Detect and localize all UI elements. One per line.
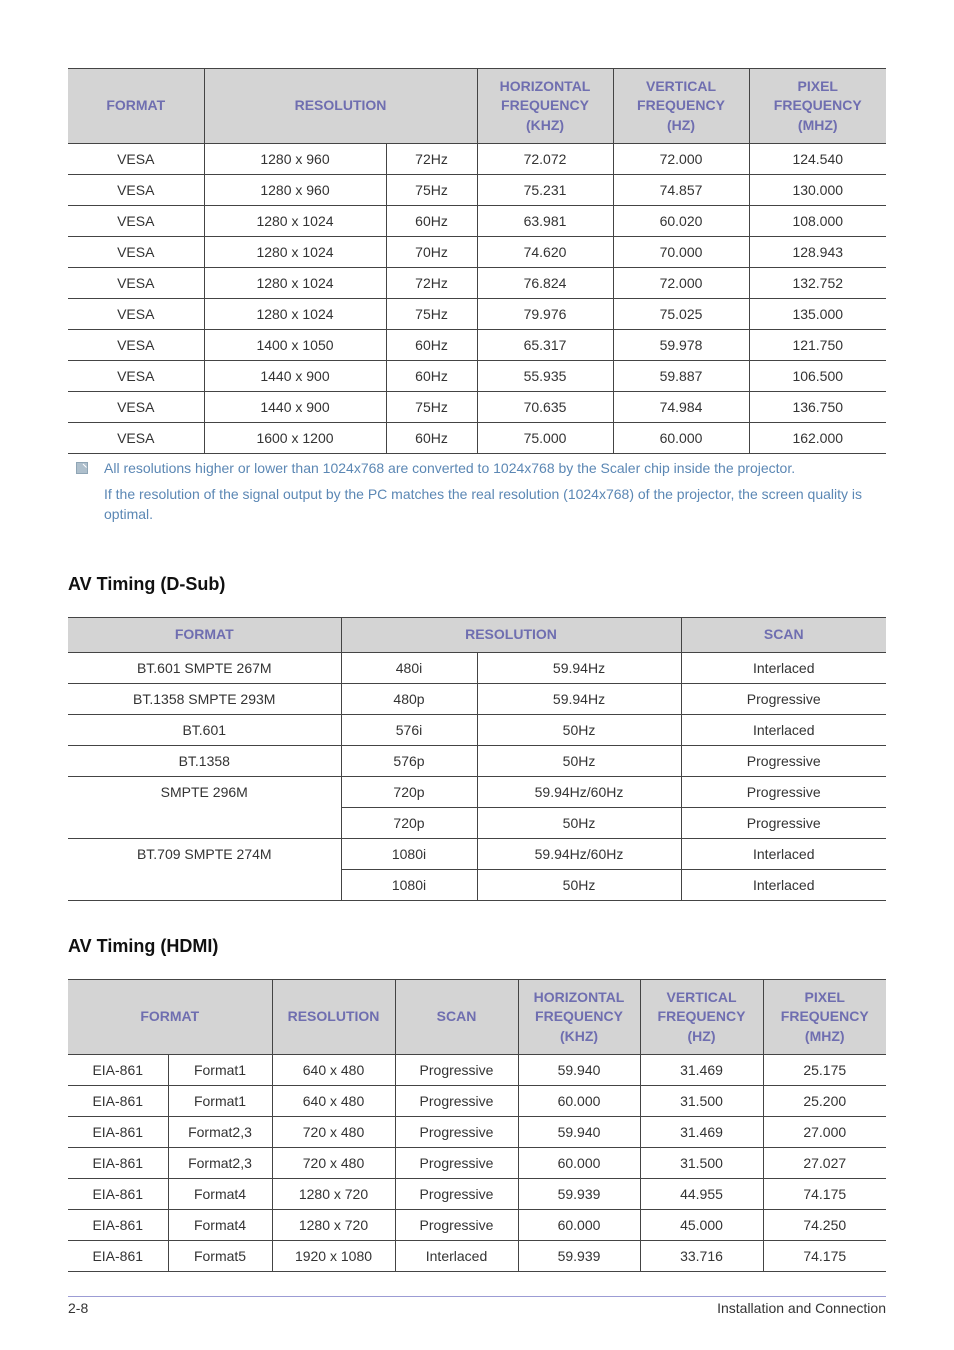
table-cell: Progressive [395,1210,518,1241]
table-cell: 60.000 [518,1148,640,1179]
table-cell: 124.540 [749,144,886,175]
table-cell: BT.1358 [68,746,341,777]
table-row [68,684,886,715]
footer-divider [68,1296,886,1297]
table-cell: 59.939 [518,1241,640,1272]
header-resolution: RESOLUTION [272,980,395,1055]
table-cell: 75Hz [386,392,477,423]
table-cell: 79.976 [477,299,613,330]
table-cell: 720 x 480 [272,1148,395,1179]
table-cell: 60.020 [613,206,749,237]
table-cell: 59.94Hz/60Hz [477,777,681,808]
table-cell: 640 x 480 [272,1086,395,1117]
table-cell: 74.620 [477,237,613,268]
section-title-dsub: AV Timing (D-Sub) [68,574,226,594]
note-icon [76,462,88,474]
table-cell: 45.000 [640,1210,763,1241]
table-cell: BT.601 SMPTE 267M [68,653,341,684]
table-cell: 70Hz [386,237,477,268]
table-cell: 59.94Hz/60Hz [477,839,681,870]
table-cell: Progressive [395,1148,518,1179]
table-cell: 31.500 [640,1148,763,1179]
table-cell: 1600 x 1200 [204,423,386,454]
table-cell: 59.94Hz [477,653,681,684]
table-cell: 59.940 [518,1117,640,1148]
table-cell: 76.824 [477,268,613,299]
table-row [68,715,886,746]
table-row [68,423,886,454]
table-cell: VESA [68,330,204,361]
table-cell: Format1 [168,1055,272,1086]
table-cell: 74.250 [763,1210,886,1241]
table-cell: 480i [341,653,477,684]
header-vertical-frequency: VERTICAL FREQUENCY (HZ) [640,980,763,1055]
table-cell: 75.231 [477,175,613,206]
table-cell: VESA [68,237,204,268]
table-cell: 74.175 [763,1241,886,1272]
table-cell: 31.469 [640,1055,763,1086]
table-cell: 55.935 [477,361,613,392]
table-row [68,1210,886,1241]
table-cell: 59.978 [613,330,749,361]
table-cell: Format4 [168,1179,272,1210]
table-cell: 25.200 [763,1086,886,1117]
table-cell: EIA-861 [68,1055,168,1086]
table-cell: 59.94Hz [477,684,681,715]
table-cell: 50Hz [477,746,681,777]
table-cell: 59.940 [518,1055,640,1086]
table-cell: 1080i [341,870,477,901]
hdmi-timing-table [68,979,886,1272]
header-format: FORMAT [68,980,272,1055]
table-cell: VESA [68,175,204,206]
table-cell: 1920 x 1080 [272,1241,395,1272]
header-format: FORMAT [68,69,204,144]
table-cell: 132.752 [749,268,886,299]
table-cell: Progressive [395,1179,518,1210]
header-vertical-frequency: VERTICAL FREQUENCY (HZ) [613,69,749,144]
header-horizontal-frequency: HORIZONTAL FREQUENCY (KHZ) [477,69,613,144]
table-cell: BT.709 SMPTE 274M [68,839,341,901]
table-row [68,1241,886,1272]
table-cell: 33.716 [640,1241,763,1272]
table-cell: 44.955 [640,1179,763,1210]
table-cell: Format5 [168,1241,272,1272]
table-cell: VESA [68,144,204,175]
table-cell: EIA-861 [68,1148,168,1179]
table-cell: 121.750 [749,330,886,361]
table-cell: Interlaced [681,839,886,870]
table-cell: VESA [68,268,204,299]
table-row [68,361,886,392]
table-cell: Progressive [681,684,886,715]
table-cell: 1400 x 1050 [204,330,386,361]
table-cell: 108.000 [749,206,886,237]
table-cell: 1280 x 1024 [204,299,386,330]
table-cell: Interlaced [681,653,886,684]
table-cell: 576p [341,746,477,777]
table-cell: 75Hz [386,299,477,330]
table-cell: 60Hz [386,330,477,361]
table-cell: Progressive [681,746,886,777]
note-line-1: All resolutions higher or lower than 1024x768 are converted to 1024x768 by the Scaler chip inside the projector. [104,460,796,476]
table-cell: 136.750 [749,392,886,423]
table-cell: VESA [68,423,204,454]
table-cell: 72.000 [613,268,749,299]
table-cell: 50Hz [477,715,681,746]
table-row [68,1055,886,1086]
table-cell: 135.000 [749,299,886,330]
table-cell: BT.601 [68,715,341,746]
table-cell: Progressive [681,777,886,808]
table-cell: EIA-861 [68,1179,168,1210]
table-cell: 70.635 [477,392,613,423]
table-cell: 128.943 [749,237,886,268]
table-cell: 60Hz [386,206,477,237]
table-cell: 25.175 [763,1055,886,1086]
table-cell: 720 x 480 [272,1117,395,1148]
table-cell: Interlaced [681,870,886,901]
table-cell: 60.000 [613,423,749,454]
table-cell: 720p [341,808,477,839]
table-cell: 72Hz [386,268,477,299]
table-cell: EIA-861 [68,1117,168,1148]
table-row [68,1179,886,1210]
table-row [68,653,886,684]
table-cell: 1280 x 1024 [204,206,386,237]
table-row [68,268,886,299]
table-cell: Interlaced [681,715,886,746]
table-cell: Progressive [395,1086,518,1117]
table-cell: 75.025 [613,299,749,330]
table-cell: 1280 x 960 [204,144,386,175]
table-cell: Interlaced [395,1241,518,1272]
header-horizontal-frequency: HORIZONTAL FREQUENCY (KHZ) [518,980,640,1055]
table-row [68,839,886,870]
table-cell: Progressive [395,1055,518,1086]
header-resolution: RESOLUTION [341,618,681,653]
table-cell: 63.981 [477,206,613,237]
table-cell: BT.1358 SMPTE 293M [68,684,341,715]
table-cell: 74.175 [763,1179,886,1210]
table-row [68,330,886,361]
table-cell: 50Hz [477,808,681,839]
table-cell: 60Hz [386,361,477,392]
table-cell: 1080i [341,839,477,870]
table-cell: EIA-861 [68,1210,168,1241]
header-pixel-frequency: PIXEL FREQUENCY (MHZ) [763,980,886,1055]
table-row [68,1117,886,1148]
table-row [68,1086,886,1117]
table-cell: 1440 x 900 [204,361,386,392]
table-cell: 162.000 [749,423,886,454]
table-cell: 1280 x 1024 [204,268,386,299]
header-scan: SCAN [681,618,886,653]
header-resolution: RESOLUTION [204,69,477,144]
table-row [68,175,886,206]
table-row [68,144,886,175]
header-pixel-frequency: PIXEL FREQUENCY (MHZ) [749,69,886,144]
table-cell: 640 x 480 [272,1055,395,1086]
dsub-timing-table [68,617,886,901]
table-cell: 50Hz [477,870,681,901]
table-cell: 72.000 [613,144,749,175]
table-row [68,746,886,777]
table-cell: 1280 x 1024 [204,237,386,268]
table-cell: 27.000 [763,1117,886,1148]
table-cell: VESA [68,361,204,392]
table-cell: 59.939 [518,1179,640,1210]
chapter-title: Installation and Connection [717,1300,886,1316]
table-cell: 74.857 [613,175,749,206]
table-cell: EIA-861 [68,1086,168,1117]
page-number: 2-8 [68,1300,89,1316]
table-cell: 74.984 [613,392,749,423]
table-cell: Format2,3 [168,1117,272,1148]
table-cell: 60.000 [518,1210,640,1241]
table-cell: 75Hz [386,175,477,206]
table-cell: 1440 x 900 [204,392,386,423]
table-cell: 75.000 [477,423,613,454]
table-cell: 72.072 [477,144,613,175]
table-cell: 106.500 [749,361,886,392]
table-cell: 31.469 [640,1117,763,1148]
table-cell: SMPTE 296M [68,777,341,839]
vesa-timing-table [68,68,886,454]
table-row [68,777,886,808]
table-row [68,237,886,268]
table-cell: 65.317 [477,330,613,361]
note-line-2: If the resolution of the signal output by the PC matches the real resolution (1024x768) of the projector, the screen quality is optimal. [104,486,862,522]
header-format: FORMAT [68,618,341,653]
table-cell: 1280 x 960 [204,175,386,206]
table-cell: 59.887 [613,361,749,392]
table-cell: VESA [68,206,204,237]
table-cell: Format4 [168,1210,272,1241]
table-cell: EIA-861 [68,1241,168,1272]
table-cell: 1280 x 720 [272,1210,395,1241]
table-cell: 130.000 [749,175,886,206]
header-scan: SCAN [395,980,518,1055]
section-title-hdmi: AV Timing (HDMI) [68,936,219,956]
table-cell: Format1 [168,1086,272,1117]
table-cell: 720p [341,777,477,808]
table-cell: Format2,3 [168,1148,272,1179]
table-cell: 60Hz [386,423,477,454]
table-row [68,1148,886,1179]
table-cell: 60.000 [518,1086,640,1117]
table-cell: 576i [341,715,477,746]
table-cell: Progressive [681,808,886,839]
table-cell: Progressive [395,1117,518,1148]
table-row [68,206,886,237]
table-cell: 31.500 [640,1086,763,1117]
table-cell: VESA [68,299,204,330]
table-cell: 480p [341,684,477,715]
table-cell: 27.027 [763,1148,886,1179]
table-cell: 1280 x 720 [272,1179,395,1210]
table-cell: 72Hz [386,144,477,175]
table-row [68,299,886,330]
table-row [68,392,886,423]
table-cell: 70.000 [613,237,749,268]
table-cell: VESA [68,392,204,423]
